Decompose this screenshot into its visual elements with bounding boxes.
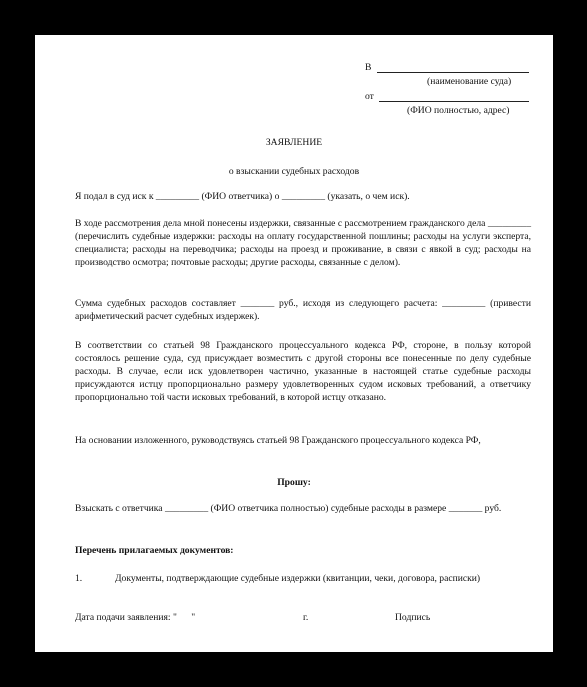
- paragraph-basis: На основании изложенного, руководствуясь статьей 98 Гражданского процессуального кодекса РФ,: [75, 435, 481, 446]
- attachment-item: Документы, подтверждающие судебные издержки (квитанции, чеки, договора, расписки): [115, 573, 481, 584]
- request-heading: Прошу:: [277, 477, 311, 488]
- request-text: Взыскать с ответчика _________ (ФИО ответчика полностью) судебные расходы в размере _______ руб.: [75, 503, 502, 514]
- paragraph-claim: Я подал в суд иск к _________ (ФИО ответчика) о _________ (указать, о чем иск).: [75, 191, 410, 202]
- signature-label: Подпись: [395, 612, 431, 623]
- applicant-caption: (ФИО полностью, адрес): [407, 105, 510, 116]
- document-title: ЗАЯВЛЕНИЕ: [265, 137, 323, 148]
- attachments-heading: Перечень прилагаемых документов:: [75, 545, 234, 556]
- paragraph-law: В соответствии со статьей 98 Гражданского процессуального кодекса РФ, стороне, в пользу которой состоялось решение суда, суд присуждает возместить с другой стороны все понесенные по делу судебные расходы. В случае, если иск удовлетворен частично, указанные в настоящей статье судебные расходы присуждаются истцу пропорционально размеру удовлетворенных судом исковых требований, а ответчику пропорционально той части исковых требований, в которой истцу отказано.: [75, 340, 531, 403]
- attachment-number: 1.: [75, 573, 83, 584]
- to-prefix: В: [365, 62, 372, 73]
- court-line: [377, 72, 529, 73]
- document-subtitle: о взыскании судебных расходов: [228, 166, 360, 177]
- applicant-line: [379, 101, 529, 102]
- from-prefix: от: [365, 91, 374, 102]
- paragraph-calculation: Сумма судебных расходов составляет _______ руб., исходя из следующего расчета: _________ (привести арифметический расчет судебных издержек).: [75, 298, 531, 322]
- document-page: [35, 35, 553, 652]
- court-caption: (наименование суда): [427, 76, 512, 87]
- year-label: г.: [303, 612, 309, 623]
- date-label: Дата подачи заявления: " ": [75, 612, 196, 623]
- paragraph-expenses: В ходе рассмотрения дела мной понесены издержки, связанные с рассмотрением гражданского дела _________ (перечислить судебные издержки: расходы на оплату государственной пошлины; расходы на услуги эксперта, специалиста; расходы на переводчика; расходы на проезд и проживание, в связи с явкой в суд; расходы на производство осмотра; почтовые расходы; другие расходы, связанные с делом).: [75, 218, 531, 268]
